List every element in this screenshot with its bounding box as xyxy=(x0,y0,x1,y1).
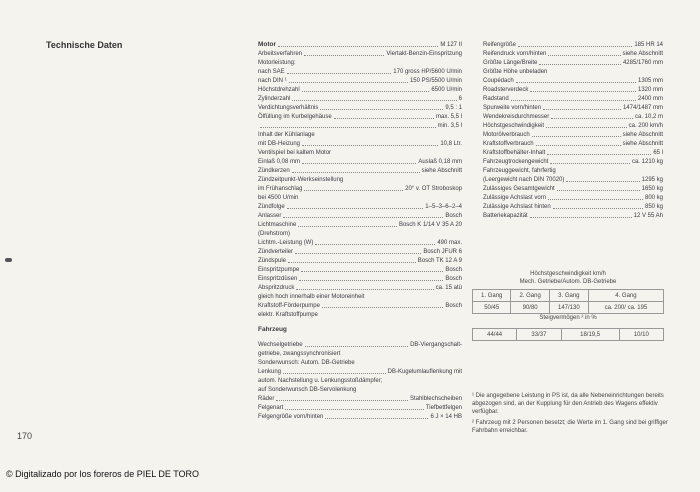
leader xyxy=(518,46,632,47)
leader xyxy=(536,145,621,146)
spec-value: siehe Abschnitt xyxy=(622,141,663,147)
leader xyxy=(288,262,416,263)
leader xyxy=(325,418,428,419)
spec-row xyxy=(258,265,462,274)
spec-label: Ölfüllung im Kurbelgehäuse xyxy=(258,114,332,120)
spec-value: 1320 mm xyxy=(637,87,663,93)
spec-row xyxy=(483,157,663,166)
leader xyxy=(283,373,386,374)
footnote-1: ¹ Die angegebene Leistung in PS ist, da alle Nebeneinrichtungen bereits abgezogen sind, an der Kupplung für den Antrieb des Wagens effektiv verfügbar. xyxy=(472,393,664,415)
spec-value: 2400 mm xyxy=(637,96,663,102)
spec-label: Höchstgeschwindigkeit xyxy=(483,123,545,129)
speed-cell: 90/80 xyxy=(511,302,549,314)
spec-value: Bosch xyxy=(445,213,462,219)
spec-label: Zulässige Achslast hinten xyxy=(483,204,551,210)
spec-row xyxy=(258,256,462,265)
spec-value: 185 HR 14 xyxy=(634,42,663,48)
motor-title: Motor xyxy=(258,41,277,48)
gear-cell: 2. Gang xyxy=(511,290,549,302)
spec-row xyxy=(258,247,462,256)
spec-row xyxy=(483,58,663,67)
spec-label: auf Sonderwunsch DB-Servolenkung xyxy=(258,387,357,393)
gear-row xyxy=(473,290,664,302)
spec-row xyxy=(483,211,663,220)
spec-value: Bosch JFUR 6 xyxy=(423,249,462,255)
spec-row xyxy=(258,349,462,358)
leader xyxy=(287,208,424,209)
leader xyxy=(302,91,430,92)
spec-row xyxy=(483,130,663,139)
vehicle-specs xyxy=(483,40,663,220)
spec-row xyxy=(258,85,462,94)
spec-row xyxy=(258,412,462,421)
leader xyxy=(299,280,443,281)
leader xyxy=(530,217,632,218)
footer-credit: © Digitalizado por los foreros de PIEL DE TORO xyxy=(6,469,200,479)
spec-label: getriebe, zwangssynchronisiert xyxy=(258,351,341,357)
spec-label: Kraftstoff-Förderpumpe xyxy=(258,303,320,309)
spec-value: Tiefbettfelgen xyxy=(425,405,462,411)
spec-row xyxy=(483,121,663,130)
spec-label: Zündzeitpunkt-Werkseinstellung xyxy=(258,177,344,183)
spec-label: gleich hoch innerhalb einer Motoreinheit xyxy=(258,294,365,300)
spec-label: Coupédach xyxy=(483,78,514,84)
leader xyxy=(334,118,434,119)
spec-value: Viertakt-Benzin-Einspritzung xyxy=(386,51,462,57)
spec-value: 6500 U/min xyxy=(431,87,462,93)
spec-row xyxy=(258,403,462,412)
spec-row xyxy=(258,121,462,130)
leader xyxy=(304,190,403,191)
spec-row xyxy=(258,94,462,103)
leader xyxy=(516,82,636,83)
spec-value: 12 V 55 Ah xyxy=(633,213,663,219)
leader xyxy=(548,55,620,56)
spec-value: DB-Viergangschalt- xyxy=(410,342,462,348)
leader xyxy=(298,226,397,227)
gear-cell: 4. Gang xyxy=(588,290,663,302)
spec-label: Einspritzpumpe xyxy=(258,267,300,273)
leader xyxy=(553,208,643,209)
climb-caption: Steigvermögen ² in % xyxy=(539,315,597,321)
motor-header xyxy=(258,40,462,49)
spec-label: Zulässige Achslast vorn xyxy=(483,195,547,201)
spec-label: mit DB-Heizung xyxy=(258,141,301,147)
spec-value: ca. 1210 kg xyxy=(631,159,663,165)
spec-label: nach SAE xyxy=(258,69,285,75)
leader xyxy=(289,82,408,83)
right-column xyxy=(483,40,663,220)
spec-label: elektr. Kraftstoffpumpe xyxy=(258,312,318,318)
speed-cell: 147/130 xyxy=(549,302,588,314)
leader xyxy=(276,400,408,401)
climb-cell: 18/19,5 xyxy=(561,329,619,341)
spec-label: Arbeitsverfahren xyxy=(258,51,303,57)
climb-cell: 33/37 xyxy=(517,329,561,341)
spec-label: (Drehstrom) xyxy=(258,231,291,237)
spec-label: Räder xyxy=(258,396,275,402)
spec-label: Kraftstoffbehälter-Inhalt xyxy=(483,150,546,156)
spec-label: Einlaß 0,08 mm xyxy=(258,159,301,165)
spec-label: (Leergewicht nach DIN 70020) xyxy=(483,177,565,183)
spec-value: 1474/1487 mm xyxy=(622,105,663,111)
spec-label: Verdichtungsverhältnis xyxy=(258,105,319,111)
spec-value: Auslaß 0,18 mm xyxy=(418,159,462,165)
spec-label: Lichtmaschine xyxy=(258,222,297,228)
fahrzeug-title: Fahrzeug xyxy=(258,326,287,333)
spec-row xyxy=(483,49,663,58)
spec-value: siehe Abschnitt xyxy=(421,168,462,174)
spec-value: Stahlblechscheiben xyxy=(409,396,462,402)
climb-cell: 10/10 xyxy=(619,329,663,341)
speed-caption-2: Mech. Getriebe/Autom. DB-Getriebe xyxy=(519,279,617,285)
spec-label: bei 4500 U/min xyxy=(258,195,299,201)
spec-row xyxy=(258,274,462,283)
spec-row xyxy=(258,301,462,310)
spec-label: Batteriekapazität xyxy=(483,213,528,219)
footnotes xyxy=(472,392,672,438)
scan-mark xyxy=(5,258,12,262)
spec-row xyxy=(483,202,663,211)
leader xyxy=(302,145,438,146)
spec-row xyxy=(258,367,462,376)
leader xyxy=(285,409,424,410)
spec-value: ca. 10,2 m xyxy=(634,114,663,120)
spec-label: Zündfolge xyxy=(258,204,285,210)
spec-row xyxy=(483,85,663,94)
spec-label: Kraftstoffverbrauch xyxy=(483,141,534,147)
leader xyxy=(315,244,435,245)
spec-label: Spurweite vorn/hinten xyxy=(483,105,542,111)
speed-caption-1: Höchstgeschwindigkeit km/h xyxy=(530,271,606,277)
leader xyxy=(322,307,443,308)
spec-value: 20° v. OT Stroboskop xyxy=(405,186,462,192)
gear-table xyxy=(472,289,664,314)
spec-value: Bosch TK 12 A 9 xyxy=(417,258,462,264)
leader xyxy=(296,289,433,290)
spec-value: 850 kg xyxy=(644,204,663,210)
motor-value: M 127 II xyxy=(440,42,462,48)
spec-row xyxy=(258,58,462,67)
spec-label: Inhalt der Kühlanlage xyxy=(258,132,315,138)
spec-row xyxy=(258,184,462,193)
spec-row xyxy=(483,112,663,121)
spec-label: Zündverteiler xyxy=(258,249,294,255)
leader xyxy=(551,118,633,119)
spec-label: Reifendruck vorn/hinten xyxy=(483,51,547,57)
climb-cell: 44/44 xyxy=(473,329,517,341)
spec-label: Roadsterverdeck xyxy=(483,87,529,93)
spec-label: Fahrzeuggewicht, fahrfertig xyxy=(483,168,556,174)
spec-row xyxy=(258,76,462,85)
leader xyxy=(301,271,443,272)
spec-value: 65 l xyxy=(653,150,663,156)
spec-row xyxy=(483,139,663,148)
motor-specs xyxy=(258,49,462,319)
spec-label: Felgenart xyxy=(258,405,284,411)
spec-row xyxy=(258,175,462,184)
spec-value: 9,5 : 1 xyxy=(445,105,462,111)
spec-label: Einspritzdüsen xyxy=(258,276,298,282)
leader xyxy=(546,127,627,128)
spec-row xyxy=(258,376,462,385)
spec-label: Felgengröße vorn/hinten xyxy=(258,414,324,420)
spec-row xyxy=(483,184,663,193)
spec-row xyxy=(483,175,663,184)
spec-value: ca. 200 km/h xyxy=(628,123,663,129)
spec-value: 170 gross HP/5600 U/min xyxy=(393,69,462,75)
spec-value: Bosch xyxy=(445,267,462,273)
spec-label: Wendekreisdurchmesser xyxy=(483,114,550,120)
page-title: Technische Daten xyxy=(46,40,123,50)
climb-table xyxy=(472,328,664,341)
speed-cell: 50/45 xyxy=(473,302,511,314)
leader xyxy=(320,109,443,110)
spec-row xyxy=(258,130,462,139)
spec-value: 4285/1760 mm xyxy=(622,60,663,66)
spec-row xyxy=(483,67,663,76)
left-column xyxy=(258,40,462,421)
spec-row xyxy=(258,238,462,247)
leader xyxy=(260,127,436,128)
spec-row xyxy=(483,76,663,85)
spec-value: 1650 kg xyxy=(641,186,663,192)
spec-label: Abspritzdruck xyxy=(258,285,295,291)
leader xyxy=(292,172,420,173)
spec-row xyxy=(258,103,462,112)
spec-label: nach DIN ¹ xyxy=(258,78,287,84)
spec-label: Lenkung xyxy=(258,369,282,375)
leader xyxy=(292,100,456,101)
spec-row xyxy=(258,394,462,403)
spec-label: Anlasser xyxy=(258,213,282,219)
leader xyxy=(539,64,621,65)
spec-row xyxy=(258,220,462,229)
spec-label: Sonderwunsch: Autom. DB-Getriebe xyxy=(258,360,355,366)
speed-cell: ca. 200/ ca. 195 xyxy=(588,302,663,314)
spec-row xyxy=(258,148,462,157)
spec-label: Lichtm.-Leistung (W) xyxy=(258,240,314,246)
spec-value: Bosch xyxy=(445,303,462,309)
leader xyxy=(302,163,416,164)
spec-value: 10,8 Ltr. xyxy=(440,141,462,147)
leader xyxy=(295,253,421,254)
spec-value: siehe Abschnitt xyxy=(622,51,663,57)
leader xyxy=(543,109,621,110)
spec-value: 1305 mm xyxy=(637,78,663,84)
spec-row xyxy=(483,40,663,49)
spec-label: Höchstdrehzahl xyxy=(258,87,300,93)
spec-value: min. 3,5 l xyxy=(437,123,462,129)
spec-label: im Frühanschlag xyxy=(258,186,303,192)
spec-label: Reifengröße xyxy=(483,42,517,48)
spec-row xyxy=(483,166,663,175)
spec-row xyxy=(258,49,462,58)
spec-label: Größte Höhe unbeladen xyxy=(483,69,548,75)
spec-row xyxy=(258,193,462,202)
spec-label: autom. Nachstellung u. Lenkungsstoßdämpfer; xyxy=(258,378,383,384)
spec-label: Fahrzeugtrockengewicht xyxy=(483,159,549,165)
leader xyxy=(566,181,639,182)
spec-label: Motorölverbrauch xyxy=(483,132,530,138)
spec-value: DB-Kugelumlauflenkung mit xyxy=(387,369,462,375)
leader xyxy=(278,46,438,47)
spec-value: 490 max. xyxy=(437,240,462,246)
gear-cell: 3. Gang xyxy=(549,290,588,302)
leader xyxy=(532,136,621,137)
spec-label: Ventilspiel bei kaltem Motor xyxy=(258,150,332,156)
spec-value: 800 kg xyxy=(644,195,663,201)
spec-row xyxy=(258,310,462,319)
spec-row xyxy=(258,67,462,76)
spec-row xyxy=(258,166,462,175)
spec-value: max. 5,5 l xyxy=(435,114,462,120)
spec-row xyxy=(258,385,462,394)
leader xyxy=(547,154,651,155)
climb-row xyxy=(473,329,664,341)
spec-row xyxy=(258,157,462,166)
spec-label: Zündspule xyxy=(258,258,287,264)
footnote-2: ² Fahrzeug mit 2 Personen besetzt; die Werte im 1. Gang sind bei griffiger Fahrbahn erreichbar. xyxy=(472,420,668,434)
spec-value: 150 PS/5500 U/min xyxy=(409,78,462,84)
spec-row xyxy=(483,103,663,112)
spec-value: Bosch K 1/14 V 35 A 20 xyxy=(398,222,462,228)
spec-value: 1–5–3–6–2–4 xyxy=(425,204,462,210)
leader xyxy=(304,55,384,56)
spec-row xyxy=(258,139,462,148)
leader xyxy=(283,217,443,218)
spec-row xyxy=(258,211,462,220)
spec-row xyxy=(258,283,462,292)
speed-table xyxy=(472,270,664,341)
leader xyxy=(548,199,643,200)
spec-row xyxy=(483,148,663,157)
spec-label: Zulässiges Gesamtgewicht xyxy=(483,186,555,192)
spec-row xyxy=(258,112,462,121)
leader xyxy=(557,190,640,191)
spec-value: 6 xyxy=(458,96,462,102)
spec-row xyxy=(483,94,663,103)
leader xyxy=(305,346,408,347)
leader xyxy=(287,73,392,74)
spec-row xyxy=(258,358,462,367)
leader xyxy=(530,91,636,92)
spec-label: Motorleistung: xyxy=(258,60,296,66)
spec-value: ca. 15 atü xyxy=(435,285,462,291)
spec-label: Zündkerzen xyxy=(258,168,290,174)
spec-row xyxy=(258,229,462,238)
spec-row xyxy=(258,202,462,211)
spec-value: 1295 kg xyxy=(641,177,663,183)
spec-value: siehe Abschnitt xyxy=(622,132,663,138)
spec-row xyxy=(483,193,663,202)
speed-row xyxy=(473,302,664,314)
page-number: 170 xyxy=(17,431,33,441)
spec-value: Bosch xyxy=(445,276,462,282)
spec-label: Wechselgetriebe xyxy=(258,342,303,348)
spec-label: Größte Länge/Breite xyxy=(483,60,538,66)
spec-label: Radstand xyxy=(483,96,509,102)
spec-label: Zylinderzahl xyxy=(258,96,291,102)
fahrzeug-specs xyxy=(258,340,462,421)
leader xyxy=(550,163,630,164)
spec-row xyxy=(258,292,462,301)
gear-cell: 1. Gang xyxy=(473,290,511,302)
leader xyxy=(511,100,636,101)
spec-value: 6 J × 14 HB xyxy=(430,414,462,420)
spec-row xyxy=(258,340,462,349)
